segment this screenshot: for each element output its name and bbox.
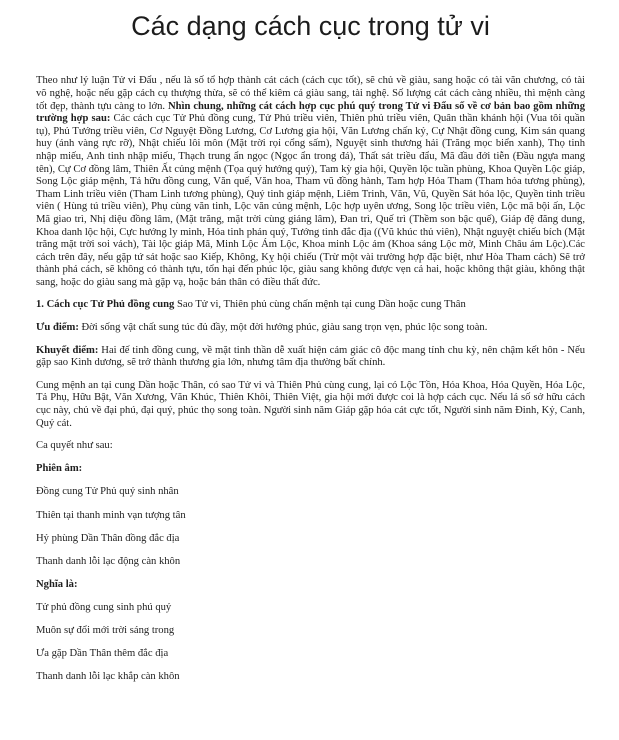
meaning-line-4: Thanh danh lỗi lạc khắp càn khôn: [36, 671, 180, 683]
section-1-heading-paragraph: [36, 299, 585, 312]
meaning-line-1: Tử phủ đồng cung sinh phú quý: [36, 601, 172, 613]
phonetic-label: Phiên âm:: [36, 463, 83, 475]
section-1-heading: 1. Cách cục Tử Phủ đồng cung: [36, 299, 175, 311]
phonetic-line-2: Thiên tại thanh minh vạn tượng tân: [36, 509, 186, 521]
pros-label: Ưu điểm:: [36, 322, 79, 334]
phonetic-line-4: Thanh danh lỗi lạc động càn khôn: [36, 555, 181, 567]
intro-rest-text: Các cách cục Tử Phủ đồng cung, Tử Phủ triều viên, Thiên phủ triều viên, Quân thần khánh hội (Vua tôi quần tụ), Phủ Tướng triều viên, Cơ Nguyệt Đồng Lương, Cơ Lương gia hội, Văn Lương chấn kỷ, Cự Nhật đồng cung, Kim sán quang huy (ánh vàng rực rỡ), Nhật chiếu lôi môn (Mặt trời rọi cổng sấm), Nguyệt sinh thương hải (Trăng mọc biển xanh), Thọ tinh nhập miếu, Anh tinh nhập miếu, Thạch trung ẩn ngọc (Ngọc ẩn trong đá), Thất sát triều đẩu, Mã đầu đới tiễn (Đầu ngựa mang tên), Cự Cơ đồng lâm, Thiên Ất củng mệnh (Tọa quý hướng quý), Tam kỳ gia hội, Quyền lộc tuần phùng, Khoa Quyền Lộc giáp, Song Lộc giáp mệnh, Tả hữu đồng cung, Văn quế, Văn hoa, Tham vũ đồng hành, Tam hợp Hỏa Tham (Tham hỏa tương phùng), Tham Linh triều viên (Tham Linh tương phùng), Quý tinh giáp mệnh, Liêm Trinh, Văn, Vũ, Quyền Sát hóa lộc, Quyền tinh triều viên ( Hùng tú triều viên), Phụ cùng văn tinh, Lộc văn củng mệnh, Lộc hợp uyên ương, Song lộc triều viên, Lộc mã bội ấn, Lộc Mã giao trì, Nhị diệu đồng lâm, (Mặt trăng, mặt trời cùng giáng lâm), Đan trì, Quế trì (Thềm son bậc quế), Giáp đệ đăng dung, Khoa danh lộc hội, Cực hướng ly minh, Hóa tinh phản quý, Tướng tinh đắc địa ((Vũ khúc thủ viên), Nhật nguyệt chiếu bích (Mặt trăng mặt trời soi vách), Tài lộc giáp Mã, Minh Lộc Ám Lộc, Khoa minh Lộc ám (Khoa sáng Lộc mờ, Minh Châu ám Lộc).Các cách trên đây, nếu gặp tứ sát hoặc sao Kiếp, Không, Kỵ hội chiếu (Trừ một vài trường hợp đặc biệt, như Hòa Tham cách) Sẽ trở thành phá cách, sẽ không có thành tựu, tổn hại đến phúc lộc, giàu sang không được vẹn cả hai, hoặc không thật giàu, không thật sang, hoặc do giàu sang mà gặp vạ, hoặc bản thân có điều thất đức.: [36, 113, 585, 288]
song-intro: Ca quyết như sau:: [36, 440, 113, 452]
section-1-heading-rest: Sao Tử vi, Thiên phủ cùng chấn mệnh tại cung Dần hoặc cung Thân: [174, 299, 466, 311]
phonetic-line-3: Hỷ phùng Dần Thân đồng đắc địa: [36, 532, 180, 544]
meaning-line-3: Ưa gặp Dần Thân thêm đắc địa: [36, 648, 169, 660]
phonetic-label-paragraph: [36, 463, 585, 476]
meaning-label-paragraph: [36, 579, 585, 592]
meaning-line-2: Muôn sự đổi mới trời sáng trong: [36, 624, 175, 636]
intro-lead-text: Theo như lý luận Tử vi Đẩu , nếu là số tổ hợp thành cát cách (cách cục tốt), sẽ chủ về giàu, sang hoặc có tài văn chương, có tài võ nghệ, hoặc nếu gặp cách cụ thượng thừa, sẽ có thể kiêm cả giàu sang, tài nghệ. Số lượng cát cách càng nhiều, thì mệnh càng tốt đẹp, thành tựu càng to lớn.: [36, 75, 585, 112]
phonetic-line-1: Đồng cung Tử Phủ quý sinh nhân: [36, 486, 179, 498]
pros-text: Đời sống vật chất sung túc đủ đầy, một đời hưởng phúc, giàu sang trọn vẹn, phúc lộc song toàn.: [78, 322, 488, 334]
intro-paragraph: [36, 75, 585, 289]
cons-paragraph: [36, 345, 585, 370]
page-title: Các dạng cách cục trong tử vi: [131, 11, 490, 41]
document-page: [0, 10, 619, 684]
cons-text: Hai đế tinh đồng cung, về mặt tinh thần dễ xuất hiện cảm giác cô độc mang tính chu kỳ, nên chậm kết hôn - Nếu gặp sao Kình dương, sẽ trở thành thương gia lớn, nhưng tâm địa thường bất chính.: [36, 344, 586, 369]
pros-paragraph: [36, 322, 585, 335]
cons-label: Khuyết điểm:: [36, 344, 99, 356]
intro-bold-text: Nhìn chung, những cát cách hợp cục phú quý trong Tử vi Đẩu số về cơ bản bao gồm những trường hợp sau:: [36, 100, 585, 125]
destiny-paragraph: Cung mệnh an tại cung Dần hoặc Thân, có sao Tử vi và Thiên Phủ cùng cung, lại có Lộc Tồn, Hóa Khoa, Hóa Quyền, Hóa Lộc, Tả Phụ, Hữu Bật, Văn Xương, Văn Khúc, Thiên Khôi, Thiên Việt, gia hội mới được coi là hợp cách cục. Nếu lá số sở hữu cách cục này, chủ về đại phú, đại quý, phúc thọ song toàn. Người sinh năm Giáp gặp hóa cát cực tốt, Người sinh năm Đinh, Kỷ, Canh, Quý cát.: [36, 379, 585, 429]
meaning-label: Nghĩa là:: [36, 578, 78, 590]
